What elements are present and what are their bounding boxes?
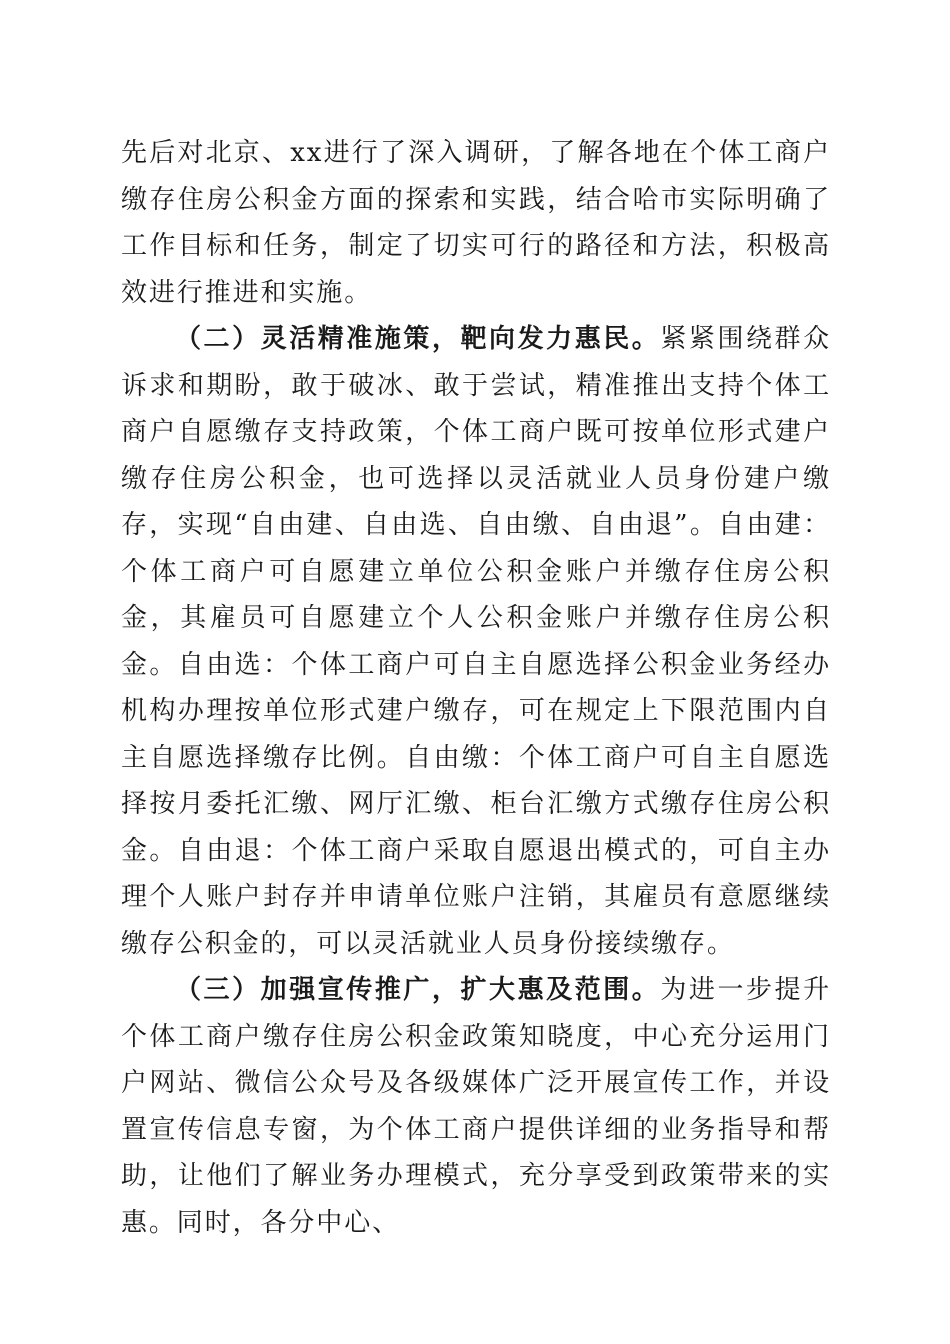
- section-2-heading: （二）灵活精准施策，靶向发力惠民。: [175, 324, 661, 354]
- paragraph-continuation: [121, 130, 831, 316]
- paragraph-2-text: 紧紧围绕群众诉求和期盼，敢于破冰、敢于尝试，精准推出支持个体工商户自愿缴存支持政策，个体工商户既可按单位形式建户缴存住房公积金，也可选择以灵活就业人员身份建户缴存，实现“自由建、自由选、自由缴、自由退”。自由建：个体工商户可自愿建立单位公积金账户并缴存住房公积金，其雇员可自愿建立个人公积金账户并缴存住房公积金。自由选：个体工商户可自主自愿选择公积金业务经办机构办理按单位形式建户缴存，可在规定上下限范围内自主自愿选择缴存比例。自由缴：个体工商户可自主自愿选择按月委托汇缴、网厅汇缴、柜台汇缴方式缴存住房公积金。自由退：个体工商户采取自愿退出模式的，可自主办理个人账户封存并申请单位账户注销，其雇员有意愿继续缴存公积金的，可以灵活就业人员身份接续缴存。: [121, 324, 831, 959]
- section-3-heading: （三）加强宣传推广，扩大惠及范围。: [175, 975, 661, 1005]
- paragraph-section-2: [121, 316, 831, 967]
- document-body: [121, 130, 831, 1246]
- paragraph-3-text: 为进一步提升个体工商户缴存住房公积金政策知晓度，中心充分运用门户网站、微信公众号及各级媒体广泛开展宣传工作，并设置宣传信息专窗，为个体工商户提供详细的业务指导和帮助，让他们了解业务办理模式，充分享受到政策带来的实惠。同时，各分中心、: [121, 975, 831, 1238]
- paragraph-section-3: [121, 967, 831, 1246]
- paragraph-1-text: 先后对北京、xx进行了深入调研，了解各地在个体工商户缴存住房公积金方面的探索和实践，结合哈市实际明确了工作目标和任务，制定了切实可行的路径和方法，积极高效进行推进和实施。: [121, 138, 831, 308]
